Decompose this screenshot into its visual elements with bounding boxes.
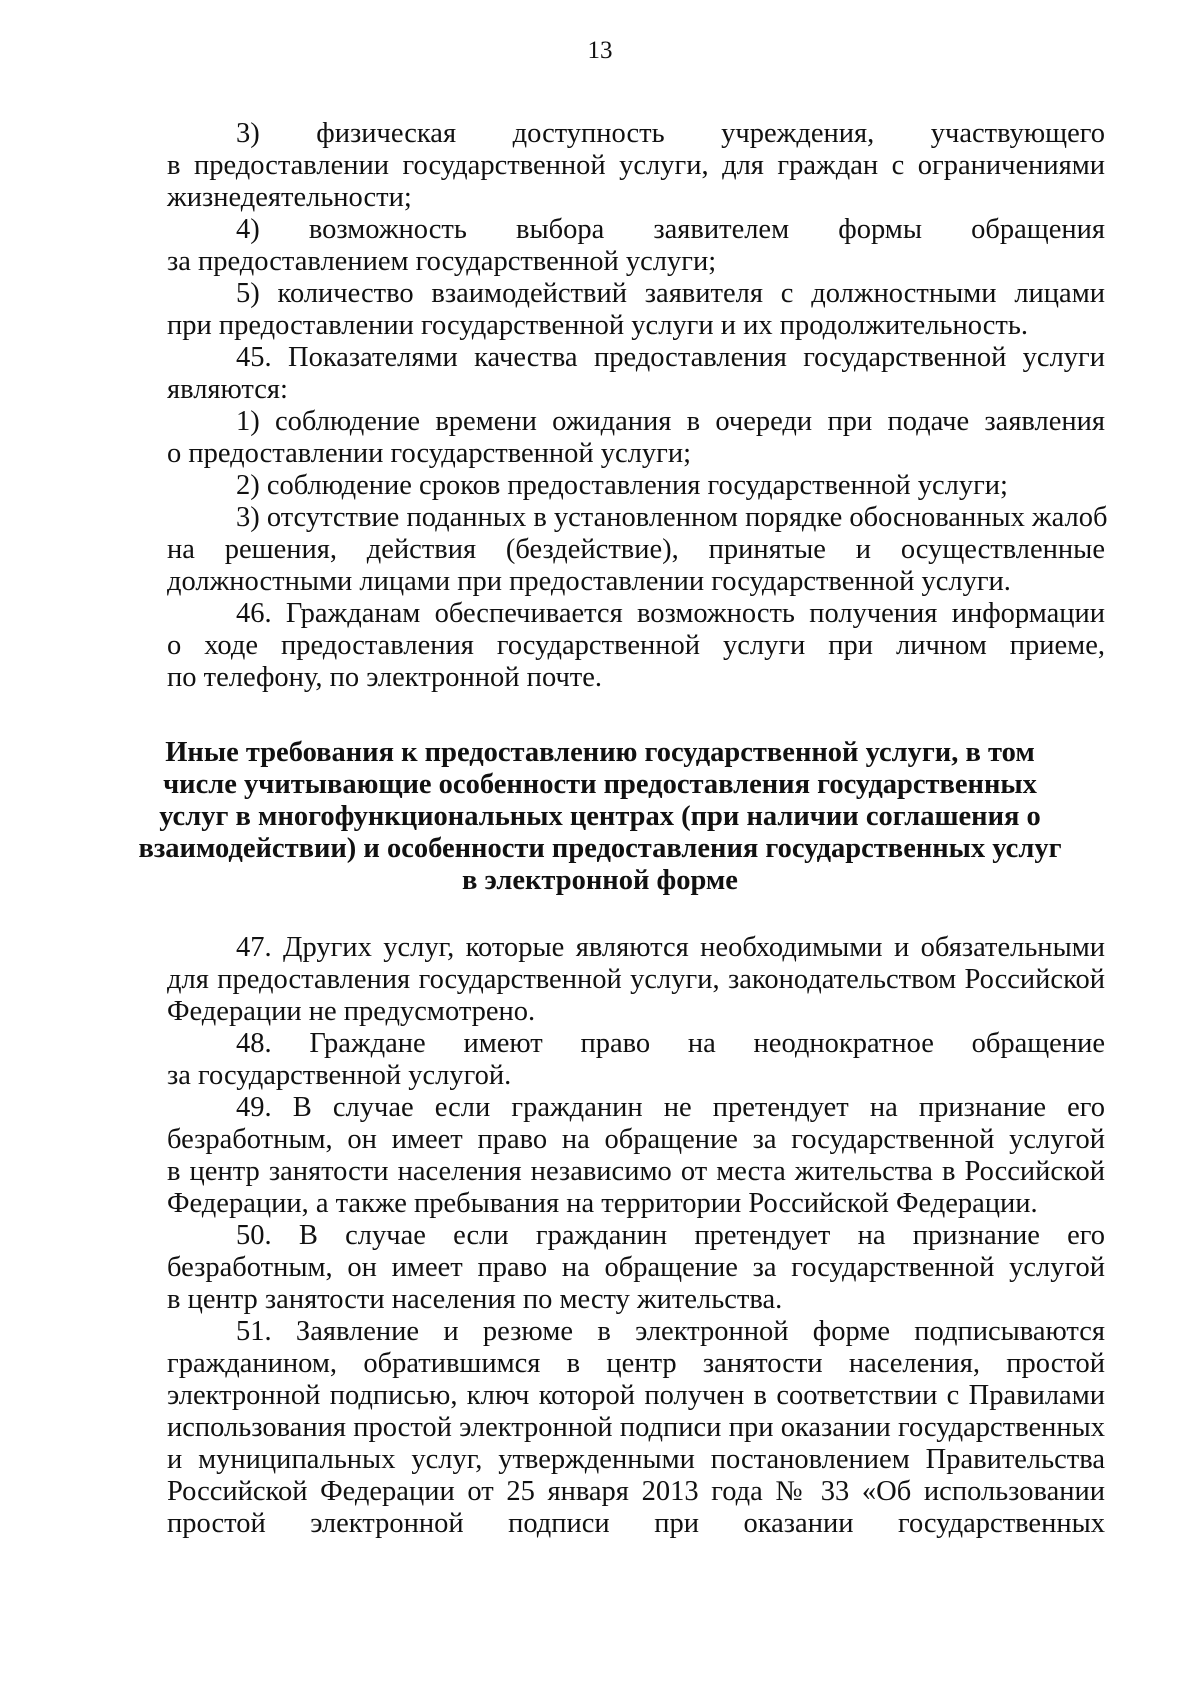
- text-line-1: 3) физическая доступность учреждения, участвующего: [236, 118, 1105, 149]
- text-line-13: 3) отсутствие поданных в установленном порядке обоснованных жалоб: [236, 502, 1108, 533]
- text-line-35: и муниципальных услуг, утвержденными постановлением Правительства: [167, 1444, 1105, 1475]
- text-line-29: безработным, он имеет право на обращение за государственной услугой: [167, 1252, 1105, 1283]
- section-heading-line-1: Иные требования к предоставлению государственной услуги, в том: [165, 737, 1035, 768]
- text-line-32: гражданином, обратившимся в центр занятости населения, простой: [167, 1348, 1105, 1379]
- text-line-10: 1) соблюдение времени ожидания в очереди при подаче заявления: [236, 406, 1105, 437]
- text-line-3: жизнедеятельности;: [167, 182, 412, 213]
- text-line-36: Российской Федерации от 25 января 2013 года № 33 «Об использовании: [167, 1476, 1105, 1507]
- text-line-11: о предоставлении государственной услуги;: [167, 438, 692, 469]
- text-line-33: электронной подписью, ключ которой получен в соответствии с Правилами: [167, 1380, 1105, 1411]
- text-line-4: 4) возможность выбора заявителем формы обращения: [236, 214, 1105, 245]
- text-line-27: Федерации, а также пребывания на территории Российской Федерации.: [167, 1188, 1038, 1219]
- section-heading-line-2: числе учитывающие особенности предоставления государственных: [163, 769, 1037, 800]
- text-line-14: на решения, действия (бездействие), принятые и осуществленные: [167, 534, 1105, 565]
- text-line-19: 47. Других услуг, которые являются необходимыми и обязательными: [236, 932, 1105, 963]
- text-line-2: в предоставлении государственной услуги, для граждан с ограничениями: [167, 150, 1105, 181]
- text-line-8: 45. Показателями качества предоставления государственной услуги: [236, 342, 1105, 373]
- text-line-18: по телефону, по электронной почте.: [167, 662, 603, 693]
- text-line-17: о ходе предоставления государственной услуги при личном приеме,: [167, 630, 1105, 661]
- text-line-9: являются:: [167, 374, 288, 405]
- section-heading-line-5: в электронной форме: [462, 865, 738, 896]
- text-line-22: 48. Граждане имеют право на неоднократное обращение: [236, 1028, 1105, 1059]
- section-heading-line-4: взаимодействии) и особенности предоставления государственных услуг: [138, 833, 1062, 864]
- text-line-31: 51. Заявление и резюме в электронной форме подписываются: [236, 1316, 1105, 1347]
- text-line-28: 50. В случае если гражданин претендует на признание его: [236, 1220, 1105, 1251]
- text-line-7: при предоставлении государственной услуги и их продолжительность.: [167, 310, 1028, 341]
- text-line-24: 49. В случае если гражданин не претендует на признание его: [236, 1092, 1105, 1123]
- text-line-20: для предоставления государственной услуги, законодательством Российской: [167, 964, 1105, 995]
- text-line-6: 5) количество взаимодействий заявителя с должностными лицами: [236, 278, 1105, 309]
- text-line-30: в центр занятости населения по месту жительства.: [167, 1284, 783, 1315]
- text-line-5: за предоставлением государственной услуги;: [167, 246, 717, 277]
- text-line-16: 46. Гражданам обеспечивается возможность получения информации: [236, 598, 1105, 629]
- text-line-15: должностными лицами при предоставлении государственной услуги.: [167, 566, 1011, 597]
- text-line-34: использования простой электронной подписи при оказании государственных: [167, 1412, 1105, 1443]
- text-line-37: простой электронной подписи при оказании государственных: [167, 1508, 1105, 1539]
- text-line-12: 2) соблюдение сроков предоставления государственной услуги;: [236, 470, 1008, 501]
- text-line-23: за государственной услугой.: [167, 1060, 512, 1091]
- page-number: 13: [587, 37, 613, 64]
- section-heading-line-3: услуг в многофункциональных центрах (при наличии соглашения о: [159, 801, 1041, 832]
- text-line-21: Федерации не предусмотрено.: [167, 996, 536, 1027]
- text-line-25: безработным, он имеет право на обращение за государственной услугой: [167, 1124, 1105, 1155]
- text-line-26: в центр занятости населения независимо от места жительства в Российской: [167, 1156, 1105, 1187]
